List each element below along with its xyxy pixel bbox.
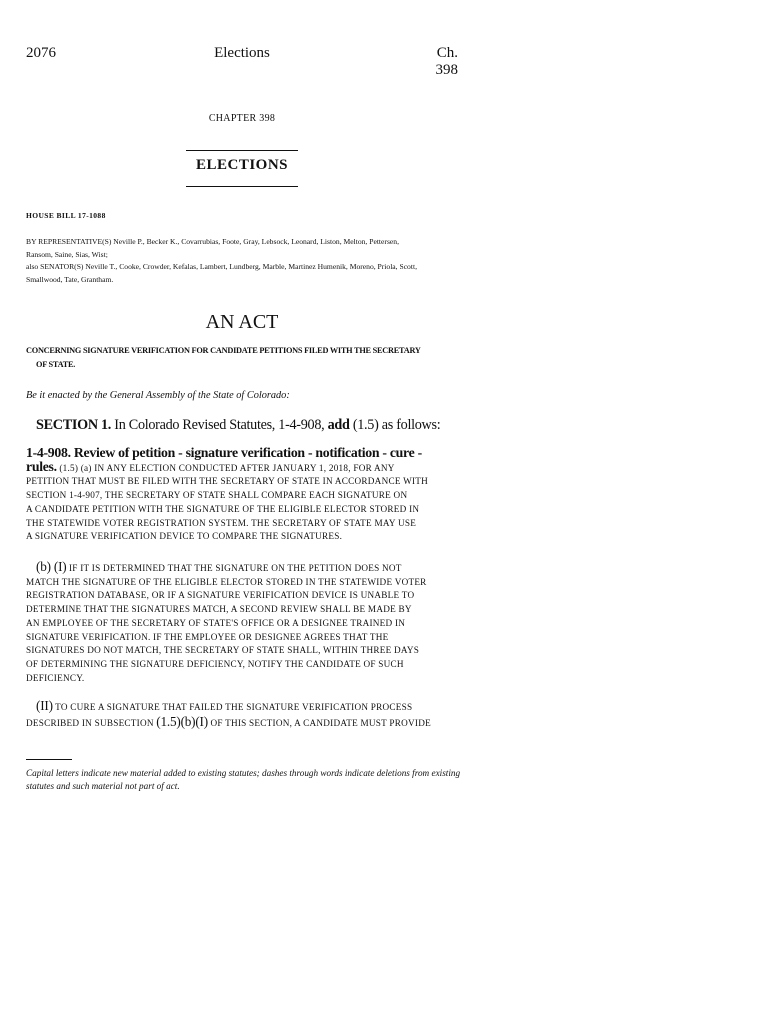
sponsors-line: BY REPRESENTATIVE(S) Neville P., Becker K., Covarrubias, Foote, Gray, Lebsock, Leonard, Liston, Melton, Pettersen, — [26, 237, 399, 246]
paragraph-line: SIGNATURES DO NOT MATCH, THE SECRETARY OF STATE SHALL, WITHIN THREE DAYS — [26, 645, 420, 656]
running-title: Elections — [214, 45, 270, 61]
paragraph-line: MATCH THE SIGNATURE OF THE ELIGIBLE ELECTOR STORED IN THE STATEWIDE VOTER — [26, 576, 427, 587]
statute-heading: 1-4-908. Review of petition - signature verification - notification - cure - — [26, 445, 422, 460]
section-1-text: In Colorado Revised Statutes, 1-4-908, — [111, 417, 328, 433]
paragraph-line: DETERMINE THAT THE SIGNATURES MATCH, A SECOND REVIEW SHALL BE MADE BY — [26, 604, 412, 615]
chapter-reference: Ch. 398 — [435, 45, 458, 78]
paragraph-line — [26, 460, 458, 476]
chapter-label: CHAPTER 398 — [208, 113, 276, 124]
paragraph-line: DEFICIENCY. — [26, 672, 85, 683]
footnote: Capital letters indicate new material added to existing statutes; dashes through words indicate deletions from existing statutes and such material not part of act. — [26, 768, 461, 791]
paragraph-line: AN EMPLOYEE OF THE SECRETARY OF STATE'S OFFICE OR A DESIGNEE TRAINED IN — [26, 617, 406, 628]
paragraph-line: A SIGNATURE VERIFICATION DEVICE TO COMPARE THE SIGNATURES. — [26, 531, 343, 542]
section-1-label: SECTION 1. — [36, 417, 112, 433]
concerning-clause — [26, 344, 462, 371]
concerning-line: CONCERNING SIGNATURE VERIFICATION FOR CANDIDATE PETITIONS FILED WITH THE SECRETARY — [26, 346, 421, 355]
paragraph-1-5-a — [26, 446, 458, 544]
paragraph-text: OF THIS SECTION, A CANDIDATE MUST PROVIDE — [207, 717, 431, 728]
section-1-text-end: (1.5) as follows: — [349, 417, 441, 433]
concerning-line: OF STATE. — [36, 359, 76, 369]
section-1-add: add — [327, 417, 350, 433]
sponsors-line: also SENATOR(S) Neville T., Cooke, Crowder, Kefalas, Lambert, Lundberg, Marble, Martinez Humenik, Moreno, Priola, Scott, — [26, 262, 417, 271]
paragraph-text: DESCRIBED IN SUBSECTION — [26, 717, 157, 728]
paragraph-text: TO CURE A SIGNATURE THAT FAILED THE SIGNATURE VERIFICATION PROCESS — [52, 702, 413, 712]
paragraph-line: THE STATEWIDE VOTER REGISTRATION SYSTEM. THE SECRETARY OF STATE MAY USE — [26, 517, 417, 528]
paragraph-line: PETITION THAT MUST BE FILED WITH THE SECRETARY OF STATE IN ACCORDANCE WITH — [26, 476, 429, 487]
act-heading: AN ACT — [205, 311, 279, 333]
title-rule-bottom — [186, 186, 298, 187]
sponsors-line: Smallwood, Tate, Grantham. — [26, 274, 114, 284]
document-title: ELECTIONS — [195, 157, 289, 173]
paragraph-line: REGISTRATION DATABASE, OR IF A SIGNATURE VERIFICATION DEVICE IS UNABLE TO — [26, 590, 415, 601]
sponsors-line: Ransom, Saine, Sias, Wist; — [26, 249, 108, 259]
sponsors-block — [26, 236, 466, 286]
paragraph-line — [26, 715, 458, 731]
bill-number: HOUSE BILL 17-1088 — [26, 211, 106, 220]
paragraph-line: SIGNATURE VERIFICATION. IF THE EMPLOYEE OR DESIGNEE AGREES THAT THE — [26, 631, 389, 642]
paragraph-line: A CANDIDATE PETITION WITH THE SIGNATURE OF THE ELIGIBLE ELECTOR STORED IN — [26, 503, 420, 514]
paragraph-1-5-b-i — [26, 560, 458, 685]
paragraph-line: OF DETERMINING THE SIGNATURE DEFICIENCY, NOTIFY THE CANDIDATE OF SUCH — [26, 658, 404, 669]
enacting-clause: Be it enacted by the General Assembly of the State of Colorado: — [26, 390, 290, 401]
footnote-rule — [26, 759, 72, 760]
paragraph-text: IF IT IS DETERMINED THAT THE SIGNATURE ON THE PETITION DOES NOT — [66, 563, 402, 573]
title-rule-top — [186, 150, 298, 151]
paragraph-number: (b) (I) — [36, 559, 67, 574]
paragraph-line: SECTION 1-4-907, THE SECRETARY OF STATE SHALL COMPARE EACH SIGNATURE ON — [26, 490, 408, 501]
statute-heading-end: rules. — [26, 458, 57, 474]
paragraph-line — [26, 560, 458, 576]
page-number: 2076 — [26, 45, 56, 61]
paragraph-text: (1.5) (a) IN ANY ELECTION CONDUCTED AFTER JANUARY 1, 2018, FOR ANY — [56, 462, 395, 473]
paragraph-number: (II) — [36, 698, 53, 713]
section-1-heading — [36, 417, 440, 434]
paragraph-1-5-b-ii — [26, 699, 458, 730]
paragraph-line — [26, 699, 458, 715]
subsection-reference: (1.5)(b)(I) — [156, 713, 208, 729]
